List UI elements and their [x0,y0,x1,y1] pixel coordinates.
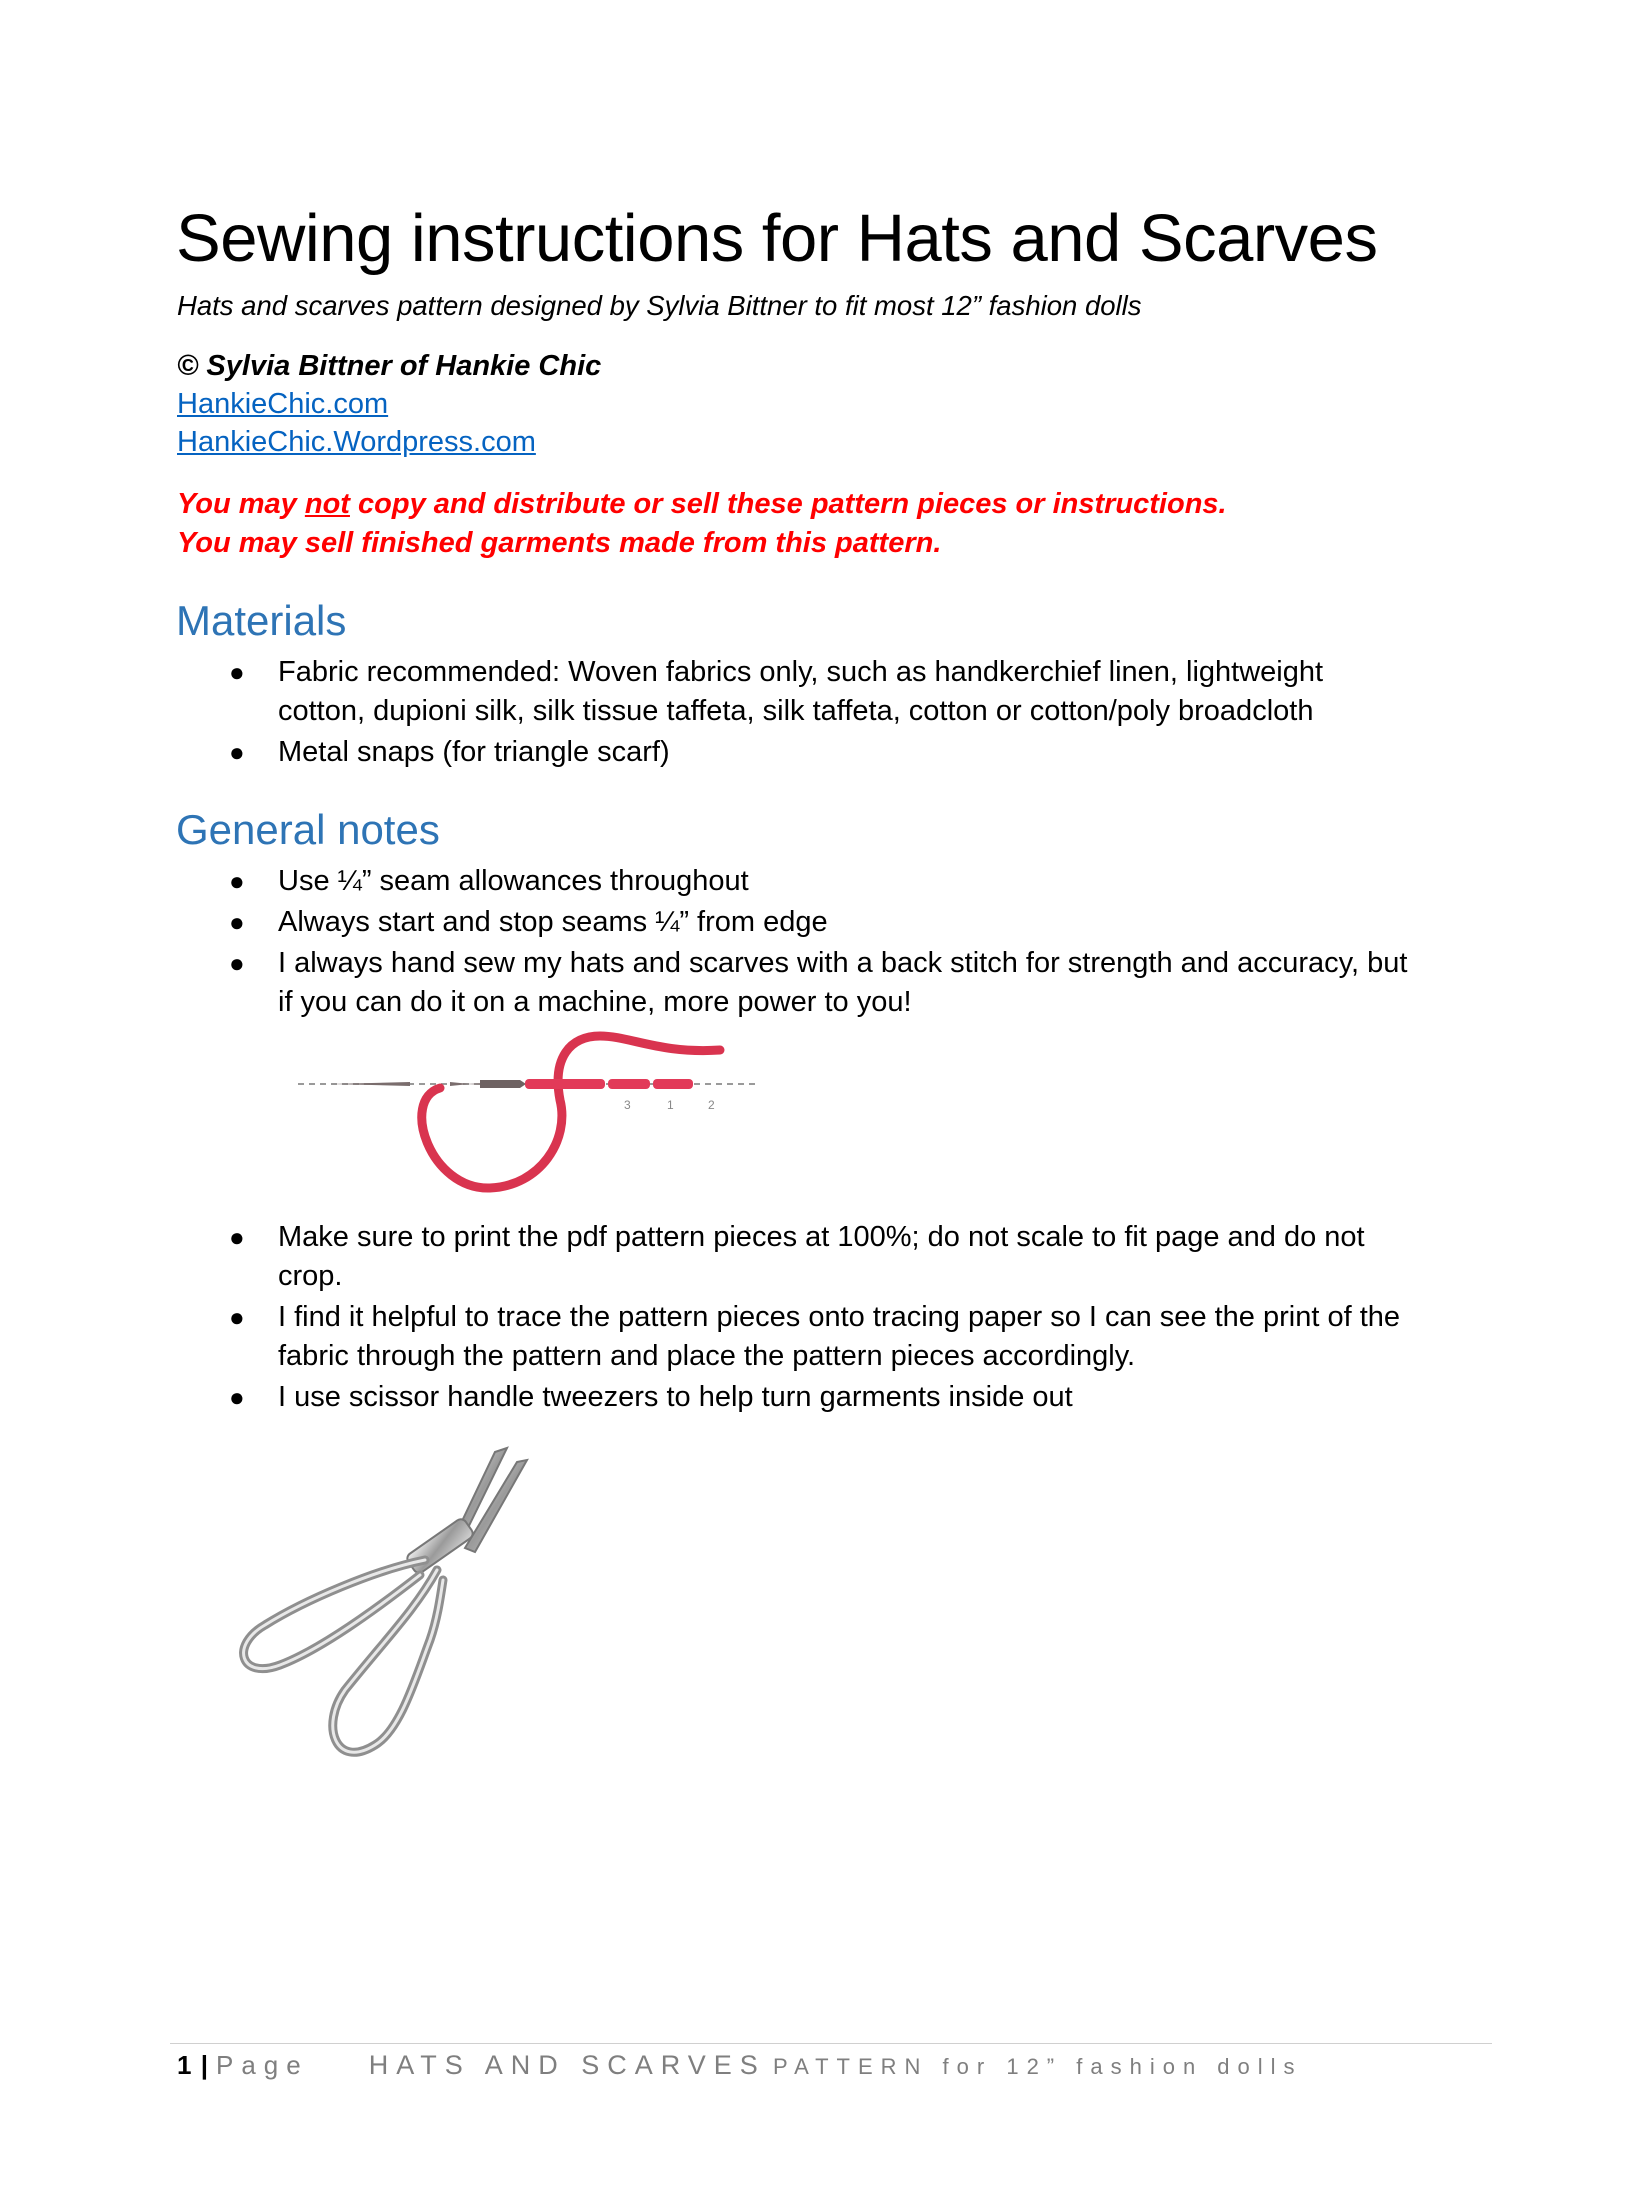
bullet-icon: ● [229,907,245,937]
blog-link[interactable]: HankieChic.Wordpress.com [177,426,536,458]
list-item-text-2: fabric through the pattern and place the pattern pieces accordingly. [278,1340,1136,1372]
copy-warning-emphasis: not [304,488,350,520]
list-item-text-2: cotton, dupioni silk, silk tissue taffeta, silk taffeta, cotton or cotton/poly broadcloth [278,695,1314,727]
list-item-text: Use ¼” seam allowances throughout [278,865,749,897]
page-title: Sewing instructions for Hats and Scarves [176,201,1378,276]
list-item-text-2: if you can do it on a machine, more power to you! [278,986,912,1018]
list-item [0,653,1518,731]
bullet-icon: ● [229,1382,245,1412]
general-notes-list-continued [0,1218,1650,1419]
copyright-line: © Sylvia Bittner of Hankie Chic [177,350,602,382]
list-item [0,733,1518,772]
scissor-handle-tweezers-icon [225,1440,545,1780]
footer-divider [170,2043,1492,2044]
list-item-text: I find it helpful to trace the pattern pieces onto tracing paper so I can see the print of the [278,1301,1401,1333]
footer-subtitle: PATTERN for 12” fashion dolls [773,2054,1303,2079]
bullet-icon: ● [229,948,245,978]
bullet-icon: ● [229,737,245,767]
list-item [0,1218,1518,1296]
sell-permission: You may sell finished garments made from this pattern. [177,527,942,559]
list-item [0,944,1518,1022]
list-item-text-2: crop. [278,1260,343,1292]
list-item [0,1378,1518,1417]
page-subtitle: Hats and scarves pattern designed by Sylvia Bittner to fit most 12” fashion dolls [177,290,1142,321]
list-item-text: Metal snaps (for triangle scarf) [278,736,670,768]
list-item [0,903,1518,942]
website-link[interactable]: HankieChic.com [177,388,389,420]
materials-list [0,653,1650,774]
stitch-label-2: 2 [708,1098,715,1112]
page-footer [177,2050,1303,2081]
back-stitch-diagram-icon [290,1030,780,1200]
bullet-icon: ● [229,1222,245,1252]
list-item-text: I always hand sew my hats and scarves with a back stitch for strength and accuracy, but [278,947,1408,979]
list-item [0,1298,1518,1376]
copy-warning [177,488,1227,521]
stitch-label-1: 1 [667,1098,674,1112]
footer-page-label: Page [215,2050,309,2080]
copy-warning-part2: copy and distribute or sell these pattern pieces or instructions. [349,488,1227,520]
general-notes-list [0,862,1650,1024]
bullet-icon: ● [229,657,245,687]
bullet-icon: ● [229,1302,245,1332]
page-number: 1 [177,2050,194,2080]
materials-heading: Materials [176,597,347,644]
list-item [0,862,1518,901]
list-item-text: Make sure to print the pdf pattern pieces at 100%; do not scale to fit page and do not [278,1221,1365,1253]
list-item-text: I use scissor handle tweezers to help turn garments inside out [278,1381,1073,1413]
list-item-text: Always start and stop seams ¼” from edge [278,906,828,938]
footer-title: HATS AND SCARVES [368,2050,766,2080]
bullet-icon: ● [229,866,245,896]
copy-warning-part1: You may [177,488,305,520]
footer-separator: | [200,2050,210,2080]
general-notes-heading: General notes [176,806,440,853]
list-item-text: Fabric recommended: Woven fabrics only, such as handkerchief linen, lightweight [278,656,1324,688]
stitch-label-3: 3 [624,1098,631,1112]
